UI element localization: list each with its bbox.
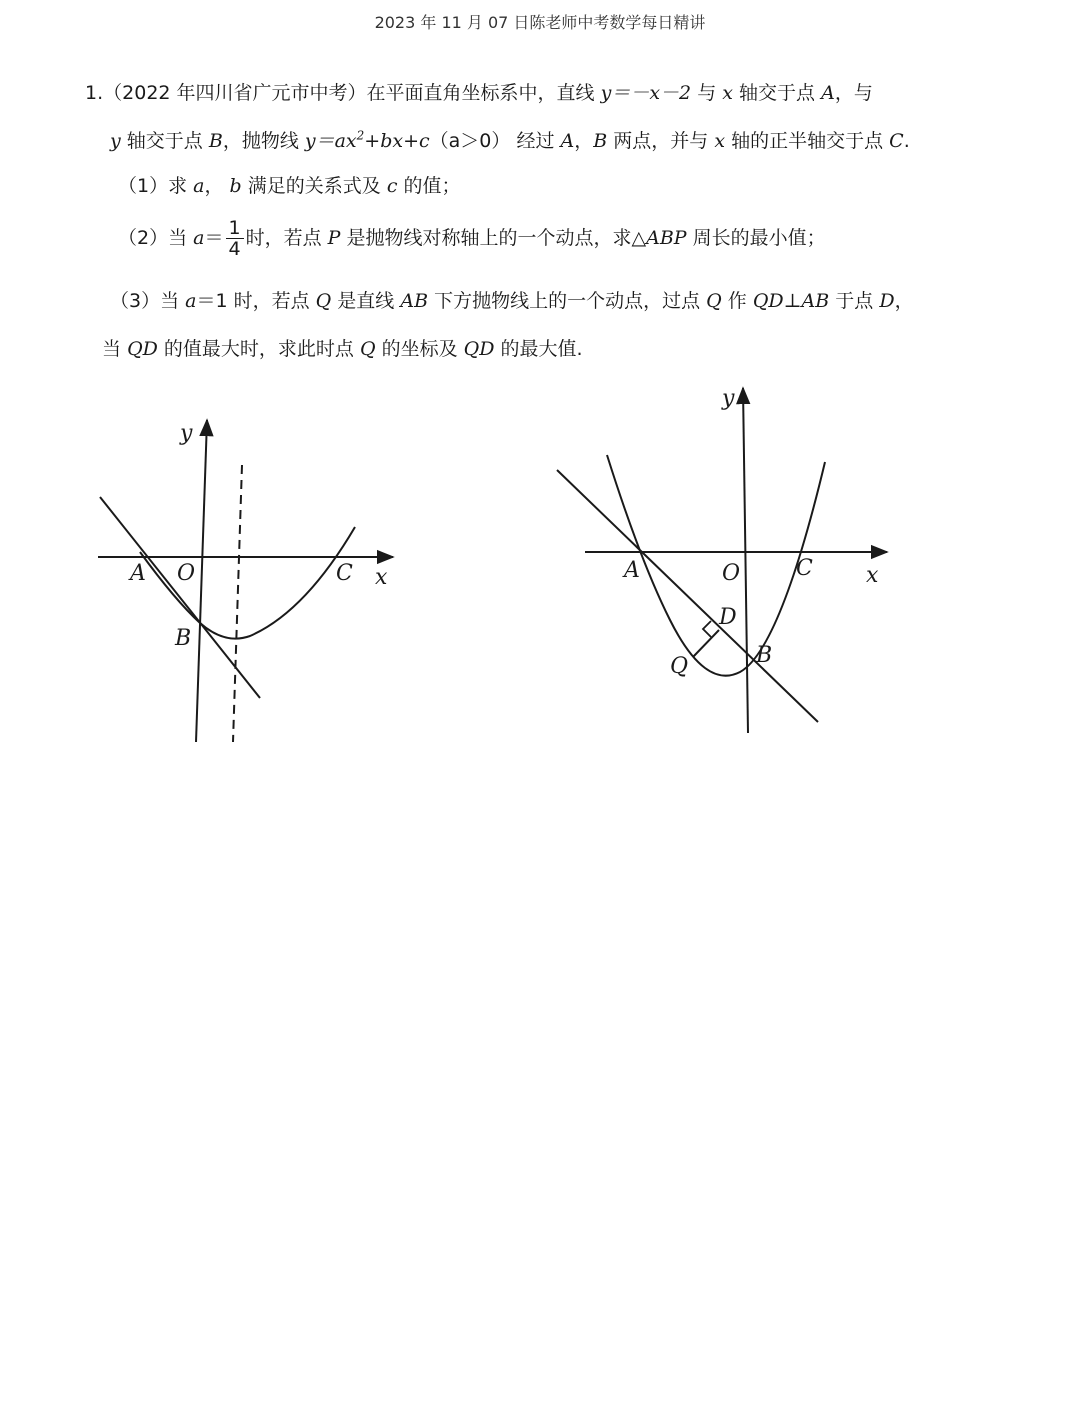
question-label: （3） (110, 290, 161, 312)
problem-text: 轴的正半轴交于点 (731, 130, 884, 152)
fig2-label-Q: Q (670, 654, 689, 679)
parabola-y: y＝ax (304, 130, 357, 152)
problem-number: 1. (85, 82, 104, 104)
fig2-segment-QD (693, 630, 719, 657)
segment-QD: QD (463, 338, 495, 360)
question-text: 的坐标及 (381, 338, 458, 360)
point-Q: Q (315, 290, 332, 312)
triangle-ABP: ABP (646, 227, 687, 249)
point-D: D (879, 290, 895, 312)
var-a: a (193, 227, 205, 249)
period: . (903, 130, 910, 152)
point-Q: Q (359, 338, 376, 360)
fig1-symmetry-axis (233, 465, 242, 742)
var-a: a (193, 175, 205, 197)
fig2-label-O: O (722, 561, 741, 586)
question-text: 当 (168, 227, 188, 249)
fig1-label-B: B (175, 626, 192, 651)
question-text: 作 (727, 290, 747, 312)
line-equation: y＝－x－2 (600, 82, 692, 104)
problem-text: 经过 (516, 130, 555, 152)
question-text: 当 (102, 338, 122, 360)
problem-text: ，与 (834, 82, 873, 104)
point-B: B (208, 130, 223, 152)
point-C: C (889, 130, 904, 152)
segment-QD: QD (127, 338, 158, 360)
point-A: A (560, 130, 575, 152)
fig2-label-D: D (719, 605, 737, 630)
figure-2-labels (622, 386, 879, 679)
fig1-label-y: y (180, 421, 193, 446)
var-x: x (722, 82, 733, 104)
question-text: 的最大值. (500, 338, 583, 360)
fig2-label-B: B (756, 643, 773, 668)
fig1-y-axis (196, 420, 207, 742)
fig1-label-O: O (177, 561, 196, 586)
problem-source: （2022 年四川省广元市中考） (103, 82, 367, 104)
fig2-line-AB (557, 470, 818, 722)
var-a: a (185, 290, 197, 312)
fig1-parabola (140, 527, 355, 639)
problem-text: 轴交于点 (739, 82, 816, 104)
question-text: 满足的关系式及 (247, 175, 381, 197)
point-Q: Q (706, 290, 722, 312)
problem-text: 轴交于点 (126, 130, 203, 152)
fraction-numerator: 1 (226, 218, 244, 239)
line-AB: AB (400, 290, 429, 312)
var-c: c (386, 175, 398, 197)
question-text: ＝1 时，若点 (196, 290, 310, 312)
fig2-label-x: x (866, 563, 879, 588)
problem-text: ，抛物线 (222, 130, 299, 152)
question-text: 的值； (403, 175, 461, 197)
point-P: P (327, 227, 341, 249)
fig2-right-angle-mark (703, 621, 711, 637)
problem-text: 在平面直角坐标系中，直线 (366, 82, 595, 104)
fig1-label-x: x (375, 565, 388, 590)
parabola-rest: +bx+c (364, 130, 430, 152)
fig1-label-A: A (130, 561, 146, 586)
point-B: B (593, 130, 608, 152)
fig2-label-C: C (796, 556, 813, 581)
point-A: A (821, 82, 835, 104)
fig2-label-y: y (722, 386, 735, 411)
problem-text: 两点，并与 (613, 130, 709, 152)
var-y: y (110, 130, 121, 152)
question-text: 的值最大时，求此时点 (163, 338, 354, 360)
question-label: （1） (118, 175, 169, 197)
exponent: 2 (356, 128, 365, 143)
fig2-y-axis (743, 388, 748, 733)
question-text: 于点 (835, 290, 874, 312)
page-header: 2023 年 11 月 07 日陈老师中考数学每日精讲 (374, 13, 706, 32)
question-label: （2） (118, 227, 169, 249)
question-text: 时，若点 (245, 227, 322, 249)
problem-line-2: y 轴交于点 B，抛物线 $y=ax^2+bx+c(a>0)$ 经过 A，B 两点，并与 x 轴的正半轴交于点 C. (110, 128, 910, 152)
perpendicular-QD-AB: QD⊥AB (752, 290, 830, 312)
question-text: 周长的最小值； (692, 227, 826, 249)
fig1-label-C: C (336, 561, 353, 586)
condition: （a＞0） (429, 130, 511, 152)
var-x: x (714, 130, 726, 152)
question-text: ， (204, 175, 224, 197)
problem-text: 与 (697, 82, 717, 104)
question-text: ， (894, 290, 914, 312)
fig2-label-A: A (624, 558, 640, 583)
fraction-denominator: 4 (228, 238, 241, 260)
question-text: 是直线 (337, 290, 395, 312)
question-text: 求 (168, 175, 188, 197)
question-text: 当 (160, 290, 180, 312)
var-b: b (229, 175, 242, 197)
equals: ＝ (204, 227, 224, 249)
question-text: 是抛物线对称轴上的一个动点，求△ (346, 227, 647, 249)
question-text: 下方抛物线上的一个动点，过点 (434, 290, 701, 312)
